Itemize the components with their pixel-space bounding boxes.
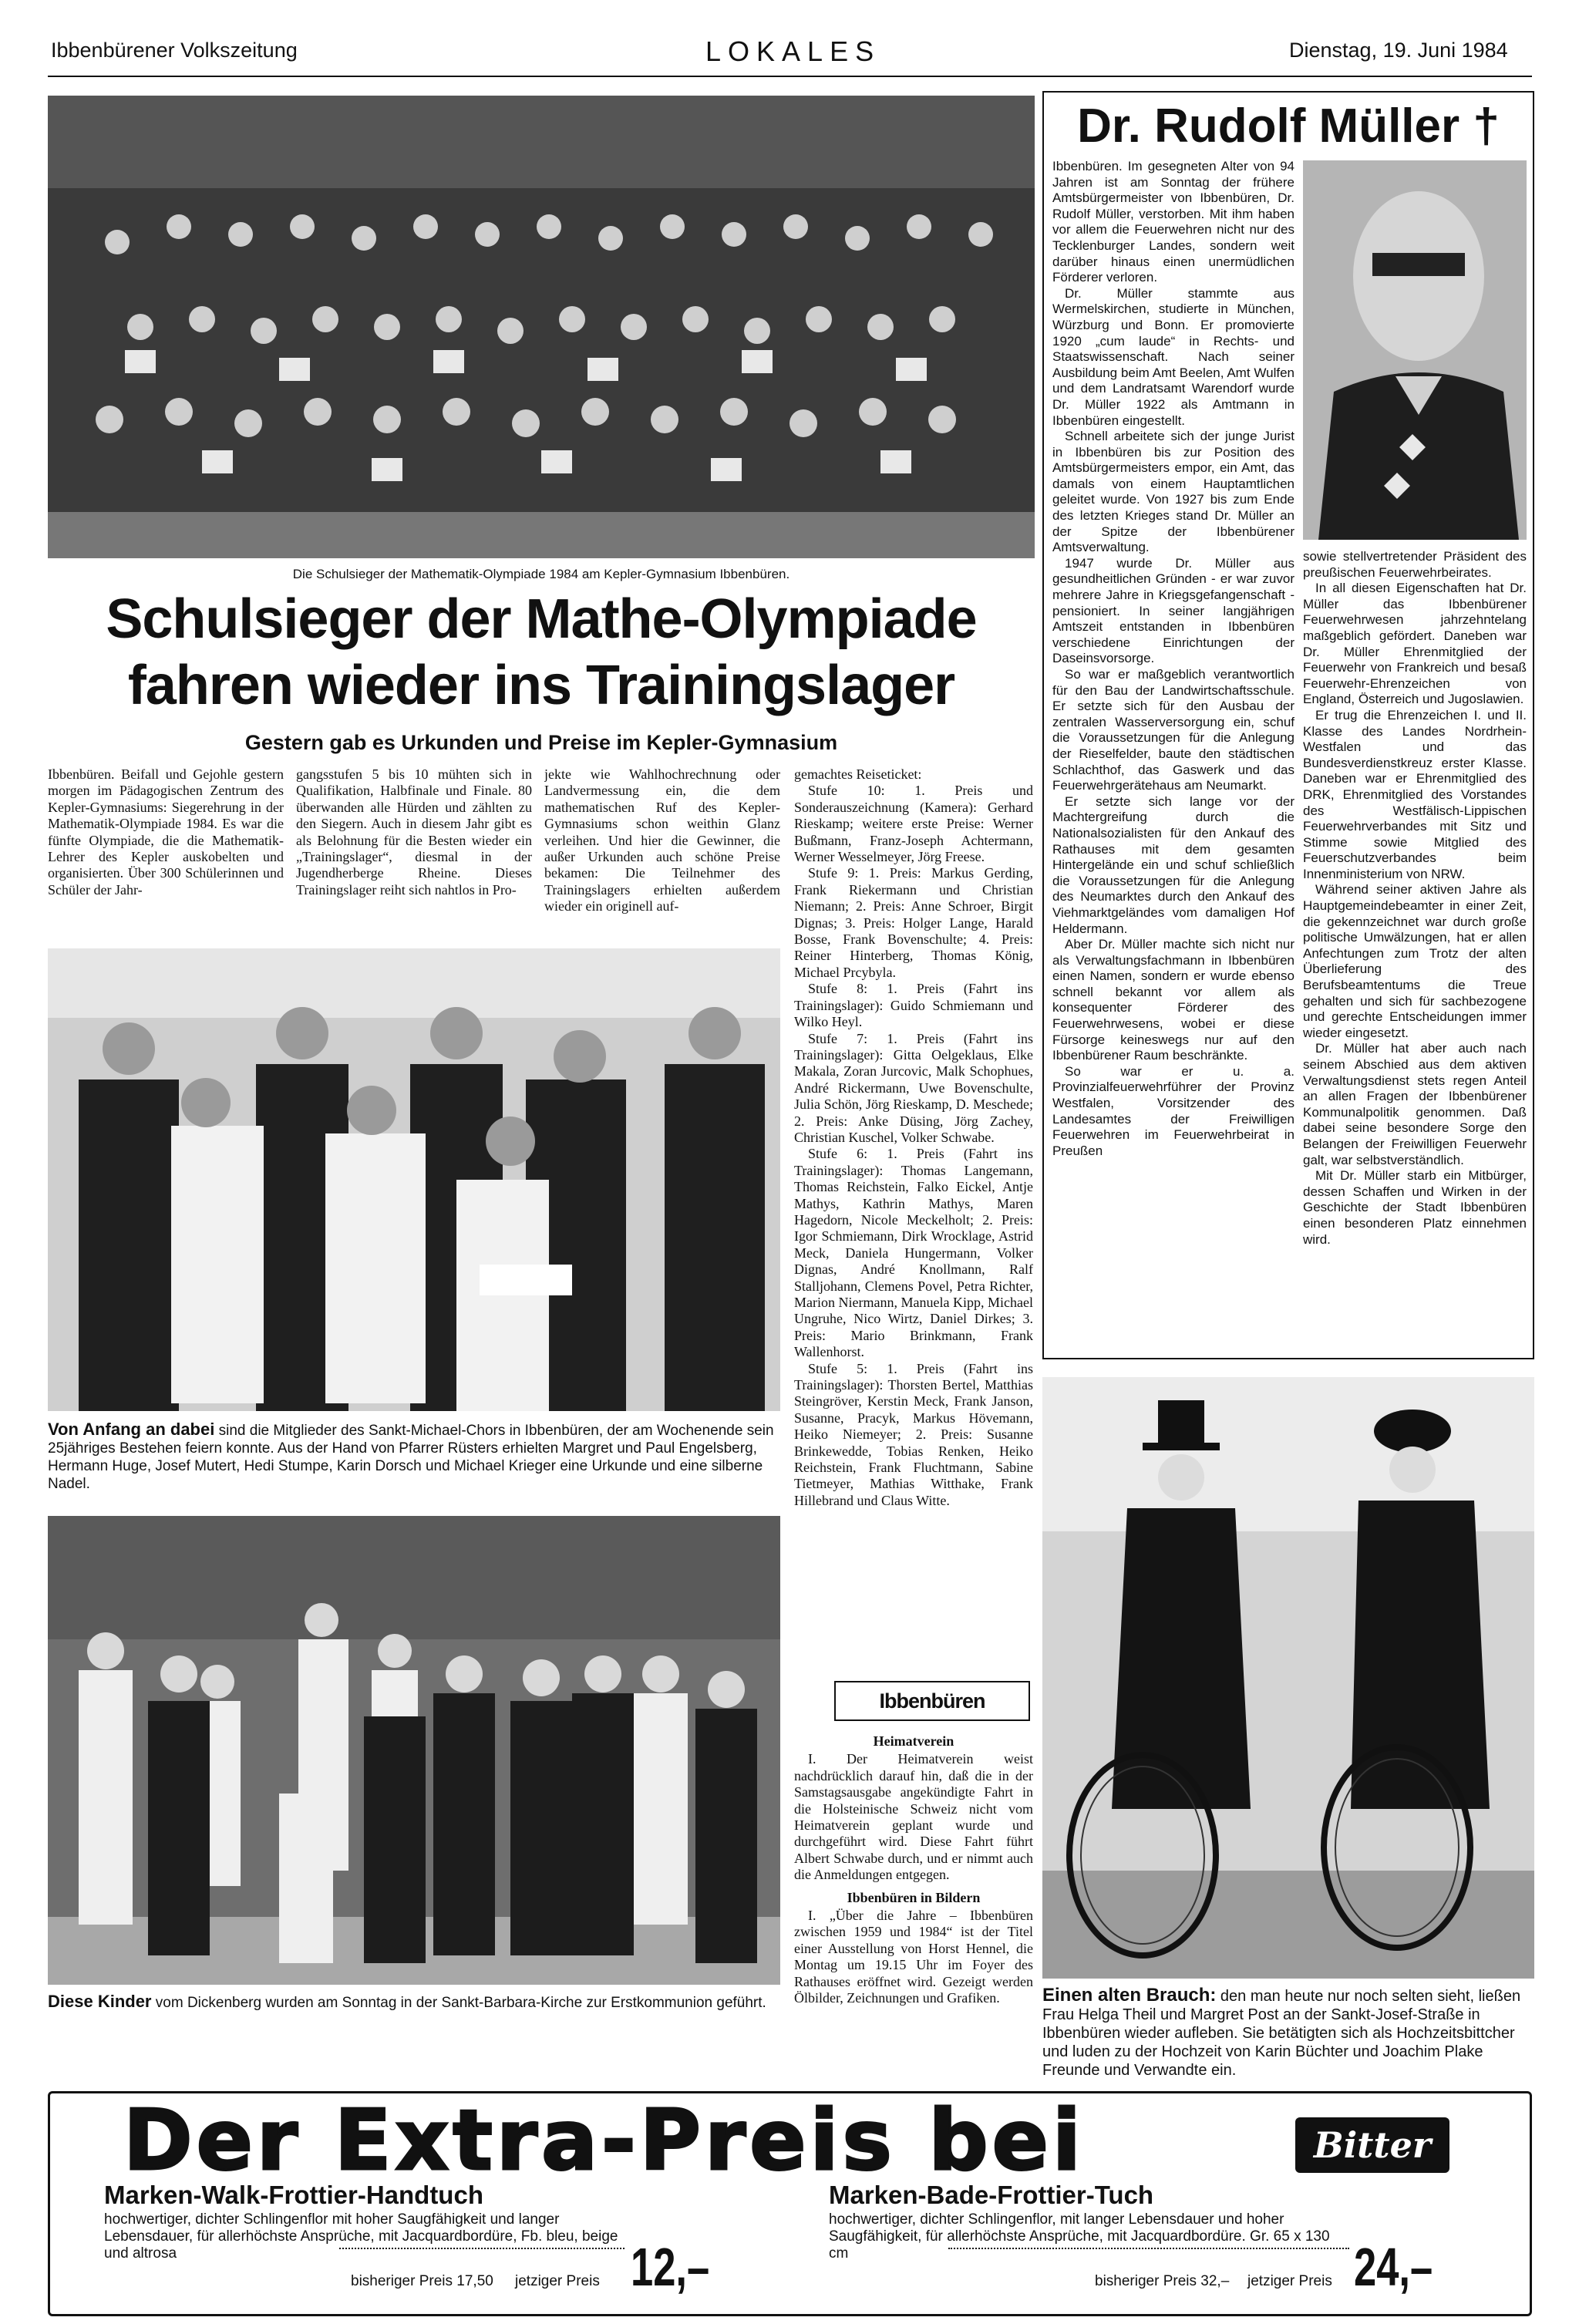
photo-math-caption: Die Schulsieger der Mathematik-Olympiade 1984 am Kepler-Gymnasium Ibbenbüren.	[292, 567, 790, 581]
heimatverein-text: I. Der Heimatverein weist nachdrücklich darauf hin, daß die in der Samstagsausgabe angekündigte Fahrt in die Holsteinische Schweiz nicht vom Heimatverein geplant wurde und durchgeführt wird. Diese Fahrt führt Albert Schwabe durch, und er nimmt auch die Anmeldungen entgegen.	[794, 1751, 1033, 1883]
ad-product-1-price: 12,–	[631, 2237, 710, 2297]
winners-stufe-10: Stufe 10: 1. Preis und Sonderauszeichnung (Kamera): Gerhard Rieskamp; weitere erste Preise: Werner Bußmann, Franz-Joseph Achtermann, Werner Wesselmeyer, Jörg Freese.	[794, 783, 1033, 865]
ad-product-2-old-price: bisheriger Preis 32,–	[1095, 2273, 1230, 2289]
math-article-col-3: jekte wie Wahlhochrechnung oder Landvermessung ein, die dem mathematischen Ruf des Kepler-Gymnasiums schon weithin Glanz verleihen. Und hier die Gewinner, die außer Urkunden auch schöne Preise bekamen: Die Teilnehmer des Trainingslagers erhielten außerdem wieder ein originell auf-	[544, 766, 780, 914]
choir-caption-lead: Von Anfang an dabei	[48, 1420, 215, 1439]
winners-stufe-9: Stufe 9: 1. Preis: Markus Gerding, Frank Riekermann und Christian Niemann; 2. Preis: Anne Schroer, Birgit Dignas; 3. Preis: Holger Lange, Harald Bosse, Frank Bovenschulte; 4. Preis: Reiner Hinterberg, Thomas König, Michael Prcybyla.	[794, 865, 1033, 980]
bildern-heading: Ibbenbüren in Bildern	[847, 1889, 981, 1905]
obituary-para-11: Er trug die Ehrenzeichen I. und II. Klasse des Landes Nordrhein-Westfalen und das Bundesverdienstkreuz erster Klasse. Daneben war er Ehrenmitglied des DRK, Ehrenmitglied des Vorstandes des Westfälisch-Lippischen Feuerwehrverbandes mit Sitz und Stimme sowie Mitglied des Feuerschutzverbandes beim Innenministerium von NRW.	[1303, 707, 1527, 881]
obituary-para-8: So war er u. a. Provinzialfeuerwehrführer der Provinz Westfalen, Vorsitzender des Landesamtes der Freiwilligen Feuerwehren im Feuerwehrbeirat in Preußen	[1052, 1063, 1295, 1158]
section-title: LOKALES	[705, 35, 881, 67]
math-winners-list	[794, 766, 1033, 1675]
photo-dr-mueller	[1303, 160, 1527, 540]
communion-caption-text: vom Dickenberg wurden am Sonntag in der Sankt-Barbara-Kirche zur Erstkommunion geführt.	[151, 1995, 766, 2011]
photo-choir	[48, 948, 780, 1411]
photo-math-winners	[48, 96, 1035, 558]
headline-line-1: Schulsieger der Mathe-Olympiade	[106, 588, 977, 650]
heimatverein-heading: Heimatverein	[873, 1733, 954, 1749]
bicycle-caption	[1042, 1986, 1534, 2080]
section-box-ibbenbueren: Ibbenbüren	[834, 1681, 1030, 1721]
obituary-para-4: 1947 wurde Dr. Müller aus gesundheitlichen Gründen - er war zuvor mehrere Jahre in Kriegsgefangenschaft - pensioniert. In seiner langjährigen Amtszeit entstanden in Ibbenbüren verschiedene Einrichtungen der Daseinsvorsorge.	[1052, 555, 1295, 666]
obituary-para-9: sowie stellvertretender Präsident des preußischen Feuerwehrbeirates.	[1303, 549, 1527, 580]
photo-dr-mueller-image	[1303, 160, 1527, 540]
ad-product-2-name: Marken-Bade-Frottier-Tuch	[829, 2181, 1154, 2209]
ad-title: Der Extra-Preis bei	[123, 2093, 1085, 2189]
photo-bicycles-image	[1042, 1377, 1534, 1979]
obituary-para-1: Ibbenbüren. Im gesegneten Alter von 94 Jahren ist am Sonntag der frühere Amtsbürgermeister von Ibbenbüren, Dr. Rudolf Müller, verstorben. Mit ihm haben vor allem die Feuerwehren nicht nur des Tecklenburger Landes, sondern weit darüber hinaus einen unermüdlichen Förderer verloren.	[1052, 159, 1295, 285]
subheadline: Gestern gab es Urkunden und Preise im Kepler-Gymnasium	[244, 731, 838, 754]
masthead-rule	[48, 76, 1532, 77]
photo-communion-image	[48, 1516, 780, 1985]
paper-name: Ibbenbürener Volkszeitung	[51, 39, 298, 62]
winners-line-0: gemachtes Reiseticket:	[794, 766, 922, 782]
communion-caption-lead: Diese Kinder	[48, 1992, 152, 2011]
photo-bicycles	[1042, 1377, 1534, 1979]
ad-product-1-desc: hochwertiger, dichter Schlingenflor mit hoher Saugfähigkeit und langer Lebensdauer, für allerhöchste Ansprüche, mit Jacquardbordüre, Fb. bleu, beige und altrosa	[104, 2211, 618, 2262]
choir-caption	[48, 1420, 780, 1493]
winners-stufe-8: Stufe 8: 1. Preis (Fahrt ins Trainingslager): Guido Schmiemann und Wilko Heyl.	[794, 981, 1033, 1030]
obituary-para-14: Mit Dr. Müller starb ein Mitbürger, dessen Schaffen und Wirken in der Geschichte der Stadt Ibbenbüren einen besonderen Platz einnehmen wird.	[1303, 1168, 1527, 1247]
winners-stufe-5: Stufe 5: 1. Preis (Fahrt ins Trainingslager): Thorsten Bertel, Matthias Steingröver, Kerstin Meck, Frank Janson, Susanne, Pracyk, Markus Hövemann, Heiko Niemeyer; 2. Preis: Susanne Brinkewedde, Tobias Renken, Heiko Reichstein, Frank Fluchtmann, Sabine Tietmeyer, Mathias Witthake, Frank Hillebrand und Claus Witte.	[794, 1360, 1033, 1508]
issue-date: Dienstag, 19. Juni 1984	[1289, 39, 1508, 62]
ad-logo: Bitter	[1295, 2117, 1449, 2173]
photo-math-winners-image	[48, 96, 1035, 558]
obituary-para-12: Während seiner aktiven Jahre als Hauptgemeindebeamter in einer Zeit, die gekennzeichnet war durch große politische Umwälzungen, hat er allen Anfechtungen zum Trotz der alten Überlieferung des Berufsbeamtentums die Treue gehalten und sich für sachbezogene und gerechte Entscheidungen immer wieder eingesetzt.	[1303, 882, 1527, 1040]
obituary-para-13: Dr. Müller hat aber auch nach seinem Abschied aus dem aktiven Verwaltungsdienst stets regen Anteil an allen Fragen der Ibbenbürener Kommunalpolitik genommen. Daß dabei seine besondere Sorge den Belangen der Freiwilligen Feuerwehr galt, war selbstverständlich.	[1303, 1041, 1527, 1167]
obituary-col-left	[1052, 159, 1295, 1350]
obituary-para-10: In all diesen Eigenschaften hat Dr. Müller das Ibbenbürener Feuerwehrwesen jahrzehntelang maßgeblich gefördert. Daneben war Dr. Müller Ehrenmitglied der Feuerwehr von Frankreich und besaß Feuerwehr-Ehrenzeichen von England, Österreich und Jugoslawien.	[1303, 581, 1527, 707]
communion-caption	[48, 1992, 780, 2012]
obituary-col-right	[1303, 549, 1527, 1351]
obituary-para-3: Schnell arbeitete sich der junge Jurist in Ibbenbüren bis zur Position des Amtsbürgermeisters empor, ein Amt, das damals von einem Hauptamtlichen geleitet wurde. Von 1927 bis zum Ende des letzten Krieges stand Dr. Müller an der Spitze der Ibbenbürener Amtsverwaltung.	[1052, 429, 1295, 555]
ad-product-2-dots	[948, 2248, 1349, 2249]
obituary-para-2: Dr. Müller stammte aus Wermelskirchen, studierte in München, Würzburg und Bonn. Er promovierte 1920 „cum laude“ in Rechts- und Staatswissenschaft. Nach seiner Ausbildung beim Amt Beelen, Amt Wulfen und dem Landratsamt Warendorf wurde Dr. Müller 1922 als Amtmann in Ibbenbüren eingestellt.	[1052, 285, 1295, 428]
photo-choir-image	[48, 948, 780, 1411]
ad-product-2-price: 24,–	[1354, 2237, 1433, 2297]
ad-product-2-now-label: jetziger Preis	[1247, 2273, 1332, 2289]
math-article-col-1: Ibbenbüren. Beifall und Gejohle gestern morgen im Pädagogischen Zentrum des Kepler-Gymnasiums: Siegerehrung in der Mathematik-Olympiade 1984. Es war die fünfte Olympiade, die die Mathematik-Lehrer des Kepler auskobelten und organisierten. Über 300 Schülerinnen und Schüler der Jahr-	[48, 766, 284, 898]
winners-stufe-7: Stufe 7: 1. Preis (Fahrt ins Trainingslager): Gitta Oelgeklaus, Elke Makala, Zoran Jurcovic, Malk Schophues, André Rickermann, Uwe Bovenschulte, Julia Schön, Jörg Rieskamp, D. Meschede; 2. Preis: Anke Düsing, Jörg Zachey, Christian Kuschel, Volker Schwabe.	[794, 1030, 1033, 1145]
ad-product-1-dots	[339, 2248, 625, 2249]
bicycle-caption-lead: Einen alten Brauch:	[1042, 1985, 1217, 2006]
obituary-title: Dr. Rudolf Müller †	[1077, 99, 1500, 153]
winners-stufe-6: Stufe 6: 1. Preis (Fahrt ins Trainingslager): Thomas Langemann, Thomas Reichstein, Falko Eickel, Antje Mathys, Kathrin Mathys, Maren Hagedorn, Nicole Meckelholt; 2. Preis: Igor Schmiemann, Dirk Wrocklage, Astrid Meck, Daniela Hungermann, Volker Dignas, André Knollmann, Ralf Stalljohann, Clemens Povel, Petra Richter, Marion Niermann, Manuela Kipp, Michael Ungruhe, Nico Wirtz, Daniel Dirkes; 3. Preis: Mario Brinkmann, Frank Wallenhorst.	[794, 1146, 1033, 1360]
ad-product-2-desc: hochwertiger, dichter Schlingenflor, mit langer Lebensdauer und hoher Saugfähigkeit, für allerhöchste Ansprüche, mit Jacquardbordüre. Gr. 65 x 130 cm	[829, 2211, 1330, 2262]
obituary-para-7: Aber Dr. Müller machte sich nicht nur als Verwaltungsfachmann in Ibbenbüren einen Namen, sondern er wurde ebenso schnell bekannt vor allem als konsequenter Förderer des Feuerwehrwesens, wobei er diese Fürsorge keineswegs nur auf den Ibbenbürener Raum beschränkte.	[1052, 937, 1295, 1063]
bildern-text: I. „Über die Jahre – Ibbenbüren zwischen 1959 und 1984“ ist der Titel einer Ausstellung von Horst Hennel, die Montag um 19.15 Uhr im Foyer des Rathauses eröffnet wird. Gezeigt werden Ölbilder, Zeichnungen und Grafiken.	[794, 1908, 1033, 2006]
ibbenbueren-notes	[794, 1727, 1033, 2082]
bicycle-caption-text: den man heute nur noch selten sieht, ließen Frau Helga Theil und Margret Post an der Sankt-Josef-Straße in Ibbenbüren wieder aufleben. Sie betätigten sich als Hochzeitsbittcher und luden zu der Hochzeit von Karin Büchter und Joachim Plake Freunde und Verwandte ein.	[1042, 1988, 1521, 2079]
choir-caption-text: sind die Mitglieder des Sankt-Michael-Chors in Ibbenbüren, der am Wochenende sein 25jähriges Bestehen feiern konnte. Aus der Hand von Pfarrer Rüsters erhielten Margret und Paul Engelsberg, Hermann Huge, Josef Mutert, Hedi Stumpe, Karin Dorsch und Michael Krieger eine Urkunde und eine silberne Nadel.	[48, 1423, 774, 1492]
math-article-col-2: gangsstufen 5 bis 10 mühten sich in Qualifikation, Halbfinale und Finale. 80 überwanden alle Hürden und zählten zu den Siegern. Auch in diesem Jahr gibt es als Belohnung für die Besten wieder ein „Trainingslager“, diesmal in der Jugendherberge Rheine. Dieses Trainingslager reiht sich nahtlos in Pro-	[296, 766, 532, 898]
ad-product-1-old-price: bisheriger Preis 17,50	[351, 2273, 493, 2289]
headline-line-2: fahren wieder ins Trainingslager	[127, 655, 955, 716]
photo-communion	[48, 1516, 780, 1985]
ad-product-1-now-label: jetziger Preis	[515, 2273, 600, 2289]
ad-product-1-name: Marken-Walk-Frottier-Handtuch	[104, 2181, 483, 2209]
obituary-para-5: So war er maßgeblich verantwortlich für den Bau der Landwirtschaftsschule. Er setzte sich für den Ausbau der zentralen Wasserversorgung ein, schuf die Voraussetzungen für die Anlegung der Rieselfelder, baute den städtischen Schlachthof, das Gaswerk und das Feuerwehrgerätehaus am Neumarkt.	[1052, 667, 1295, 793]
obituary-para-6: Er setzte sich lange vor der Machtergreifung durch die Nationalsozialisten für den Ankauf des Rathauses mit dem gesamten Hintergelände ein und schuf schließlich die Voraussetzungen für die Anlegung des Neumarktes durch den Ankauf des Viehmarktgeländes vom damaligen Hof Heldermann.	[1052, 793, 1295, 936]
